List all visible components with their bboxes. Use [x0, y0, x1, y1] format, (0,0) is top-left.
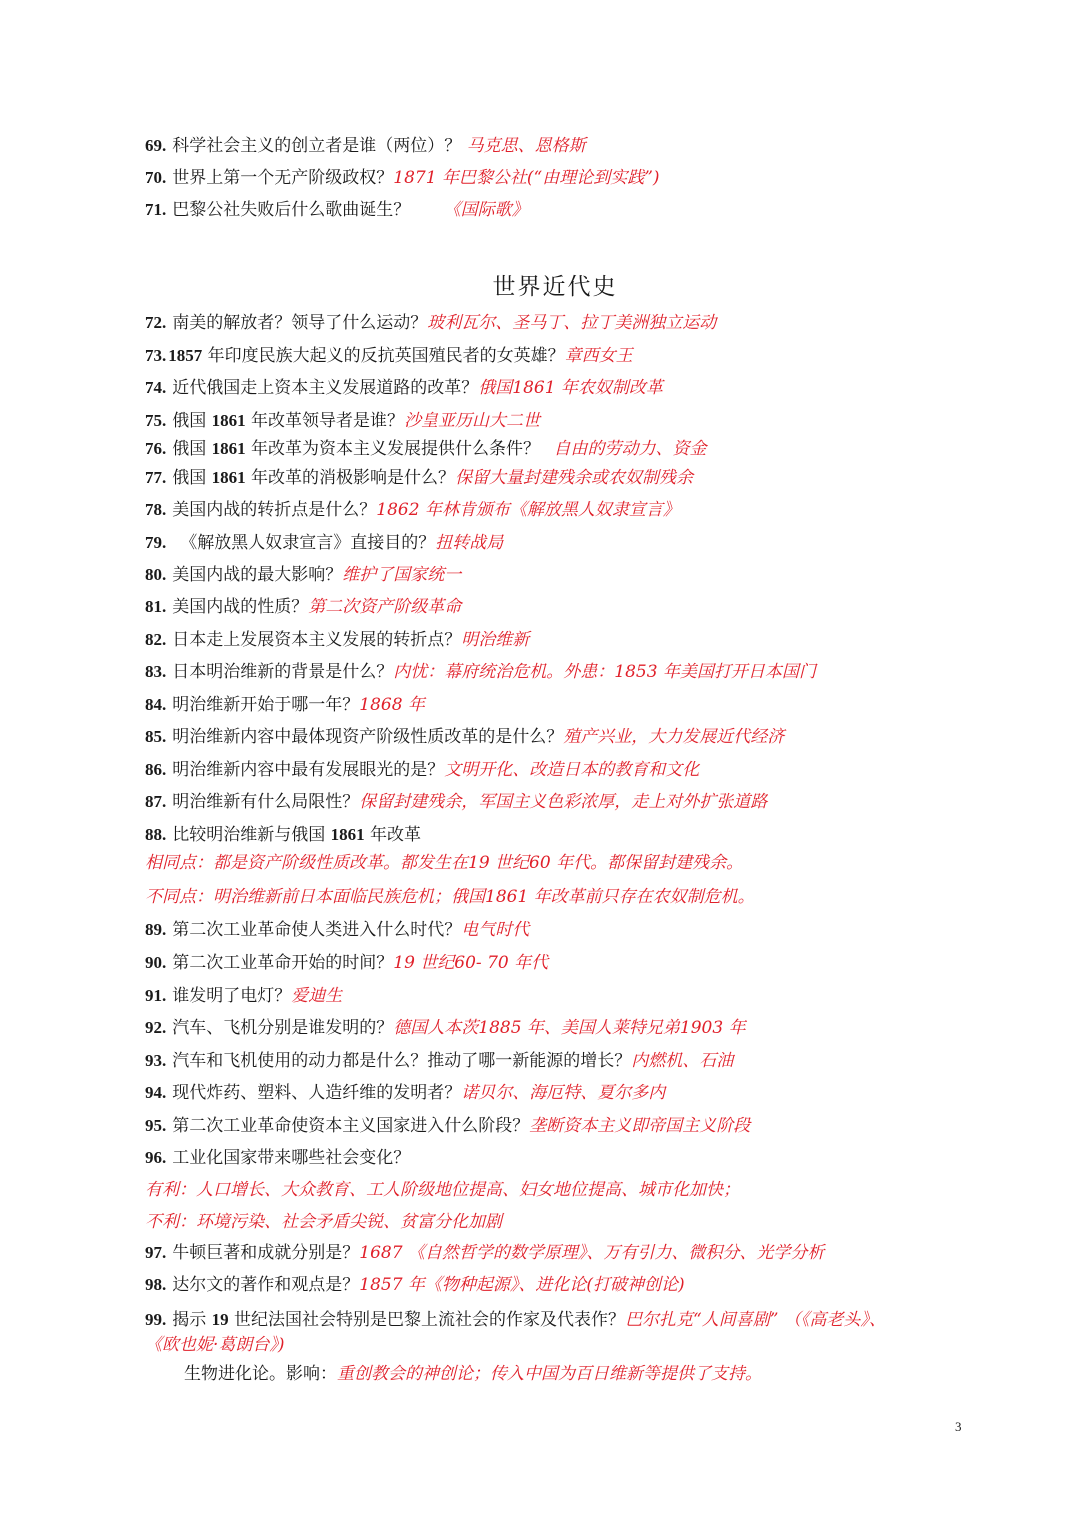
question-number: 99.: [145, 1310, 167, 1329]
question-text: 近代俄国走上资本主义发展道路的改革？: [172, 378, 479, 398]
question-prefix: 比较明治维新与俄国: [172, 825, 331, 845]
answer-text: 第二次资产阶级革命: [308, 597, 462, 617]
question-79: [145, 532, 1025, 554]
question-number: 72.: [145, 313, 167, 332]
answer-text: 电气时代: [461, 920, 530, 940]
question-number: 88.: [145, 825, 167, 844]
question-number: 75.: [145, 411, 167, 430]
question-74: [145, 377, 1025, 399]
question-text: 牛顿巨著和成就分别是？: [172, 1243, 360, 1263]
question-text: 汽车、飞机分别是谁发明的？: [172, 1018, 394, 1038]
question-prefix: 揭示: [172, 1310, 212, 1330]
question-98: [145, 1274, 1025, 1296]
answer-text: 章西女王: [564, 346, 633, 366]
question-text: 汽车和飞机使用的动力都是什么？推动了哪一新能源的增长？: [172, 1051, 632, 1071]
question-text: 世界上第一个无产阶级政权？: [172, 168, 394, 188]
question-81: [145, 596, 1025, 618]
section-title: 世界近代史: [492, 274, 618, 300]
answer-text: 明治维新: [461, 630, 530, 650]
question-number: 93.: [145, 1051, 167, 1070]
question-text: 科学社会主义的创立者是谁（两位）？: [172, 136, 462, 156]
question-text: 达尔文的著作和观点是？: [172, 1275, 360, 1295]
question-prefix: 俄国: [172, 468, 212, 488]
question-77: [145, 467, 1025, 489]
question-text: 明治维新内容中最有发展眼光的是？: [172, 760, 445, 780]
question-number: 90.: [145, 953, 167, 972]
question-number: 82.: [145, 630, 167, 649]
answer-text: 巴尔扎克“人间喜剧” （《高老头》、: [625, 1310, 886, 1330]
question-number: 86.: [145, 760, 167, 779]
question-92: [145, 1017, 1025, 1039]
question-number: 74.: [145, 378, 167, 397]
answer-text: 1687 《自然哲学的数学原理》、万有引力、微积分、光学分析: [359, 1243, 825, 1263]
answer-text: 德国人本茨1885 年、美国人莱特兄弟1903 年: [393, 1018, 746, 1038]
question-text: 年改革领导者是谁？: [245, 411, 405, 431]
question-text: 年改革的消极影响是什么？: [245, 468, 456, 488]
question-text: 世纪法国社会特别是巴黎上流社会的作家及代表作？: [228, 1310, 626, 1330]
question-text: 日本明治维新的背景是什么？: [172, 662, 394, 682]
question-number: 87.: [145, 792, 167, 811]
answer-text: 《国际歌》: [443, 200, 529, 220]
page-number: 3: [955, 1419, 962, 1434]
answer-text: 垄断资本主义即帝国主义阶段: [529, 1116, 751, 1136]
question-number: 73.: [145, 346, 167, 365]
question-text: 明治维新有什么局限性？: [172, 792, 360, 812]
answer-99-continued: 《欧也妮·葛朗台》): [145, 1335, 285, 1355]
question-number: 71.: [145, 200, 167, 219]
question-number: 69.: [145, 136, 167, 155]
question-text: 明治维新内容中最体现资产阶级性质改革的是什么？: [172, 727, 564, 747]
question-number: 92.: [145, 1018, 167, 1037]
question-76: [145, 438, 1025, 460]
question-82: [145, 629, 1025, 651]
question-text: 巴黎公社失败后什么歌曲诞生？: [172, 200, 411, 220]
question-88: [145, 824, 1025, 846]
question-text: 美国内战的性质？: [172, 597, 309, 617]
question-year: 1857: [168, 346, 203, 365]
question-number: 94.: [145, 1083, 167, 1102]
answer-text: 1862 年林肯颁布《解放黑人奴隶宣言》: [376, 500, 680, 520]
question-number: 70.: [145, 168, 167, 187]
evolution-influence-line: [184, 1363, 1064, 1385]
influence-text: 重创教会的神创论；传入中国为百日维新等提供了支持。: [337, 1364, 762, 1384]
question-text: 年印度民族大起义的反抗英国殖民者的女英雄？: [202, 346, 565, 366]
question-text: 谁发明了电灯？: [172, 986, 292, 1006]
question-text: 明治维新开始于哪一年？: [172, 695, 360, 715]
question-72: [145, 312, 1025, 334]
question-83: [145, 661, 1025, 683]
answer-text: 文明开化、改造日本的教育和文化: [444, 760, 700, 780]
question-number: 96.: [145, 1148, 167, 1167]
answer-text: 1868 年: [359, 695, 425, 715]
question-year: 19: [211, 1310, 229, 1329]
influence-prefix: 生物进化论。影响：: [184, 1364, 337, 1384]
question-number: 83.: [145, 662, 167, 681]
question-87: [145, 791, 1025, 813]
question-text: 日本走上发展资本主义发展的转折点？: [172, 630, 462, 650]
question-prefix: 俄国: [172, 439, 212, 459]
answer-96-pros: 有利：人口增长、大众教育、工人阶级地位提高、妇女地位提高、城市化加快；: [145, 1180, 740, 1200]
question-78: [145, 499, 1025, 521]
question-69: [145, 135, 1025, 157]
question-text: 《解放黑人奴隶宣言》直接目的？: [180, 533, 436, 553]
answer-text: 1857 年《物种起源》、进化论(打破神创论): [359, 1275, 685, 1295]
answer-text: 内忧：幕府统治危机。外患：1853 年美国打开日本国门: [393, 662, 816, 682]
question-number: 85.: [145, 727, 167, 746]
question-text: 第二次工业革命开始的时间？: [172, 953, 394, 973]
question-number: 98.: [145, 1275, 167, 1294]
question-84: [145, 694, 1025, 716]
question-year: 1861: [211, 468, 246, 487]
question-prefix: 俄国: [172, 411, 212, 431]
answer-96-cons: 不利：环境污染、社会矛盾尖锐、贫富分化加剧: [145, 1212, 502, 1232]
answer-text: 俄国1861 年农奴制改革: [478, 378, 663, 398]
answer-text: 殖产兴业，大力发展近代经济: [563, 727, 785, 747]
answer-text: 内燃机、石油: [631, 1051, 734, 1071]
answer-text: 保留封建残余，军国主义色彩浓厚，走上对外扩张道路: [359, 792, 768, 812]
question-70: [145, 167, 1025, 189]
question-text: 第二次工业革命使人类进入什么时代？: [172, 920, 462, 940]
question-text: 第二次工业革命使资本主义国家进入什么阶段？: [172, 1116, 530, 1136]
question-number: 79.: [145, 533, 167, 552]
question-text: 年改革: [364, 825, 422, 845]
answer-text: 保留大量封建残余或农奴制残余: [455, 468, 694, 488]
question-71: [145, 199, 1025, 221]
question-number: 78.: [145, 500, 167, 519]
answer-text: 维护了国家统一: [342, 565, 462, 585]
question-93: [145, 1050, 1025, 1072]
answer-text: 诺贝尔、海厄特、夏尔多内: [461, 1083, 666, 1103]
question-90: [145, 952, 1025, 974]
question-85: [145, 726, 1025, 748]
question-94: [145, 1082, 1025, 1104]
question-text: 工业化国家带来哪些社会变化？: [172, 1148, 411, 1168]
answer-text: 马克思、恩格斯: [466, 136, 586, 156]
question-year: 1861: [211, 439, 246, 458]
question-text: 现代炸药、塑料、人造纤维的发明者？: [172, 1083, 462, 1103]
question-number: 97.: [145, 1243, 167, 1262]
question-number: 95.: [145, 1116, 167, 1135]
question-number: 77.: [145, 468, 167, 487]
question-text: 南美的解放者？领导了什么运动？: [172, 313, 428, 333]
question-year: 1861: [211, 411, 246, 430]
answer-88-similarity: 相同点：都是资产阶级性质改革。都发生在19 世纪60 年代。都保留封建残余。: [145, 853, 744, 873]
answer-text: 扭转战局: [435, 533, 504, 553]
question-number: 89.: [145, 920, 167, 939]
question-80: [145, 564, 1025, 586]
answer-text: 19 世纪60- 70 年代: [393, 953, 549, 973]
answer-text: 玻利瓦尔、圣马丁、拉丁美洲独立运动: [427, 313, 717, 333]
question-75: [145, 410, 1025, 432]
question-text: 美国内战的最大影响？: [172, 565, 343, 585]
question-95: [145, 1115, 1025, 1137]
answer-text: 自由的劳动力、资金: [553, 439, 707, 459]
answer-text: 沙皇亚历山大二世: [404, 411, 541, 431]
question-number: 80.: [145, 565, 167, 584]
question-86: [145, 759, 1025, 781]
question-99: [145, 1309, 1025, 1331]
question-number: 76.: [145, 439, 167, 458]
question-89: [145, 919, 1025, 941]
question-number: 91.: [145, 986, 167, 1005]
question-number: 81.: [145, 597, 167, 616]
question-96: [145, 1147, 1025, 1169]
question-91: [145, 985, 1025, 1007]
question-year: 1861: [330, 825, 365, 844]
answer-text: 1871 年巴黎公社(“由理论到实践”): [393, 168, 660, 188]
question-97: [145, 1242, 1025, 1264]
question-text: 美国内战的转折点是什么？: [172, 500, 377, 520]
answer-text: 爱迪生: [291, 986, 343, 1006]
question-73: [145, 345, 1025, 367]
question-text: 年改革为资本主义发展提供什么条件？: [245, 439, 541, 459]
question-number: 84.: [145, 695, 167, 714]
answer-88-difference: 不同点：明治维新前日本面临民族危机；俄国1861 年改革前只存在农奴制危机。: [145, 887, 755, 907]
